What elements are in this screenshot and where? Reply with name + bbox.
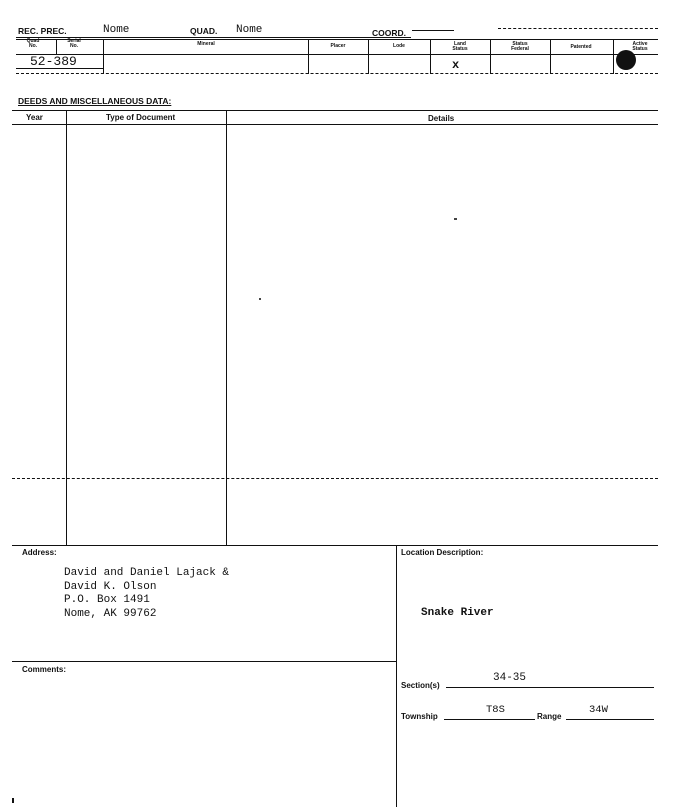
township-underline xyxy=(444,719,535,720)
vline-patented xyxy=(550,39,551,74)
scan-speck xyxy=(454,218,457,220)
active-status-dot xyxy=(616,50,636,70)
range-label: Range xyxy=(537,712,562,721)
header-rule-right xyxy=(412,30,454,31)
deeds-col-year: Year xyxy=(26,113,43,122)
deeds-col-details: Details xyxy=(428,114,455,123)
vline-federal xyxy=(490,39,491,74)
comments-top-rule xyxy=(12,661,396,662)
vline-lode xyxy=(368,39,369,74)
rec-prec-label: REC. PREC. xyxy=(18,26,67,36)
address-line-3: P.O. Box 1491 xyxy=(64,594,150,606)
scan-speck xyxy=(259,298,261,300)
comments-label: Comments: xyxy=(22,665,67,674)
section-underline xyxy=(446,687,654,688)
vline-serial xyxy=(56,39,57,54)
vline-placer xyxy=(308,39,309,74)
section-value: 34-35 xyxy=(493,672,527,684)
range-value: 34W xyxy=(589,704,608,716)
deeds-vline-1 xyxy=(66,110,67,545)
quad-label: QUAD. xyxy=(190,26,218,36)
scan-mark xyxy=(12,798,14,803)
placer-header: Placer xyxy=(330,43,346,49)
address-label: Address: xyxy=(22,548,57,557)
township-value: T8S xyxy=(486,704,505,716)
address-line-2: David K. Olson xyxy=(64,580,157,593)
coord-label: COORD. xyxy=(372,28,406,38)
address-line-4: Nome, AK 99762 xyxy=(64,607,157,620)
vline-land xyxy=(430,39,431,74)
deeds-header-rule xyxy=(12,124,658,125)
header-dash-right xyxy=(498,28,658,29)
location-label: Location Description: xyxy=(401,548,484,557)
patented-header: Patented xyxy=(570,44,592,50)
township-label: Township xyxy=(401,712,438,721)
col-header-top-rule xyxy=(16,39,658,40)
mineral-header: Mineral xyxy=(197,41,215,47)
lode-header: Lode xyxy=(393,43,405,49)
address-location-divider xyxy=(396,545,397,807)
serial-no-header: Serial No. xyxy=(67,38,81,49)
quad-serial-value: 52-389 xyxy=(30,54,77,69)
range-underline xyxy=(566,719,654,720)
land-state-mark: x xyxy=(452,58,460,72)
active-status-header: Active Status xyxy=(632,41,648,52)
address-line-1: David and Daniel Lajack & xyxy=(64,567,230,579)
record-bottom-rule xyxy=(16,73,658,74)
deeds-top-rule xyxy=(12,110,658,111)
vline-active xyxy=(613,39,614,74)
quad-no-header: Quad No. xyxy=(26,38,40,49)
section-label: Section(s) xyxy=(401,681,440,690)
quad-value: Nome xyxy=(236,24,263,36)
land-status-header: Land Status xyxy=(452,41,468,52)
status-federal-header: Status Federal xyxy=(511,41,529,52)
record-underline xyxy=(16,68,104,69)
location-value: Snake River xyxy=(421,607,494,619)
deeds-col-type: Type of Document xyxy=(106,113,176,122)
address-block xyxy=(64,567,229,621)
deeds-dashed-rule xyxy=(12,478,658,479)
rec-prec-value: Nome xyxy=(103,24,130,36)
address-top-rule xyxy=(12,545,658,546)
col-header-bottom-rule xyxy=(16,54,658,55)
deeds-section-title: DEEDS AND MISCELLANEOUS DATA: xyxy=(18,96,172,106)
deeds-vline-2 xyxy=(226,110,227,545)
